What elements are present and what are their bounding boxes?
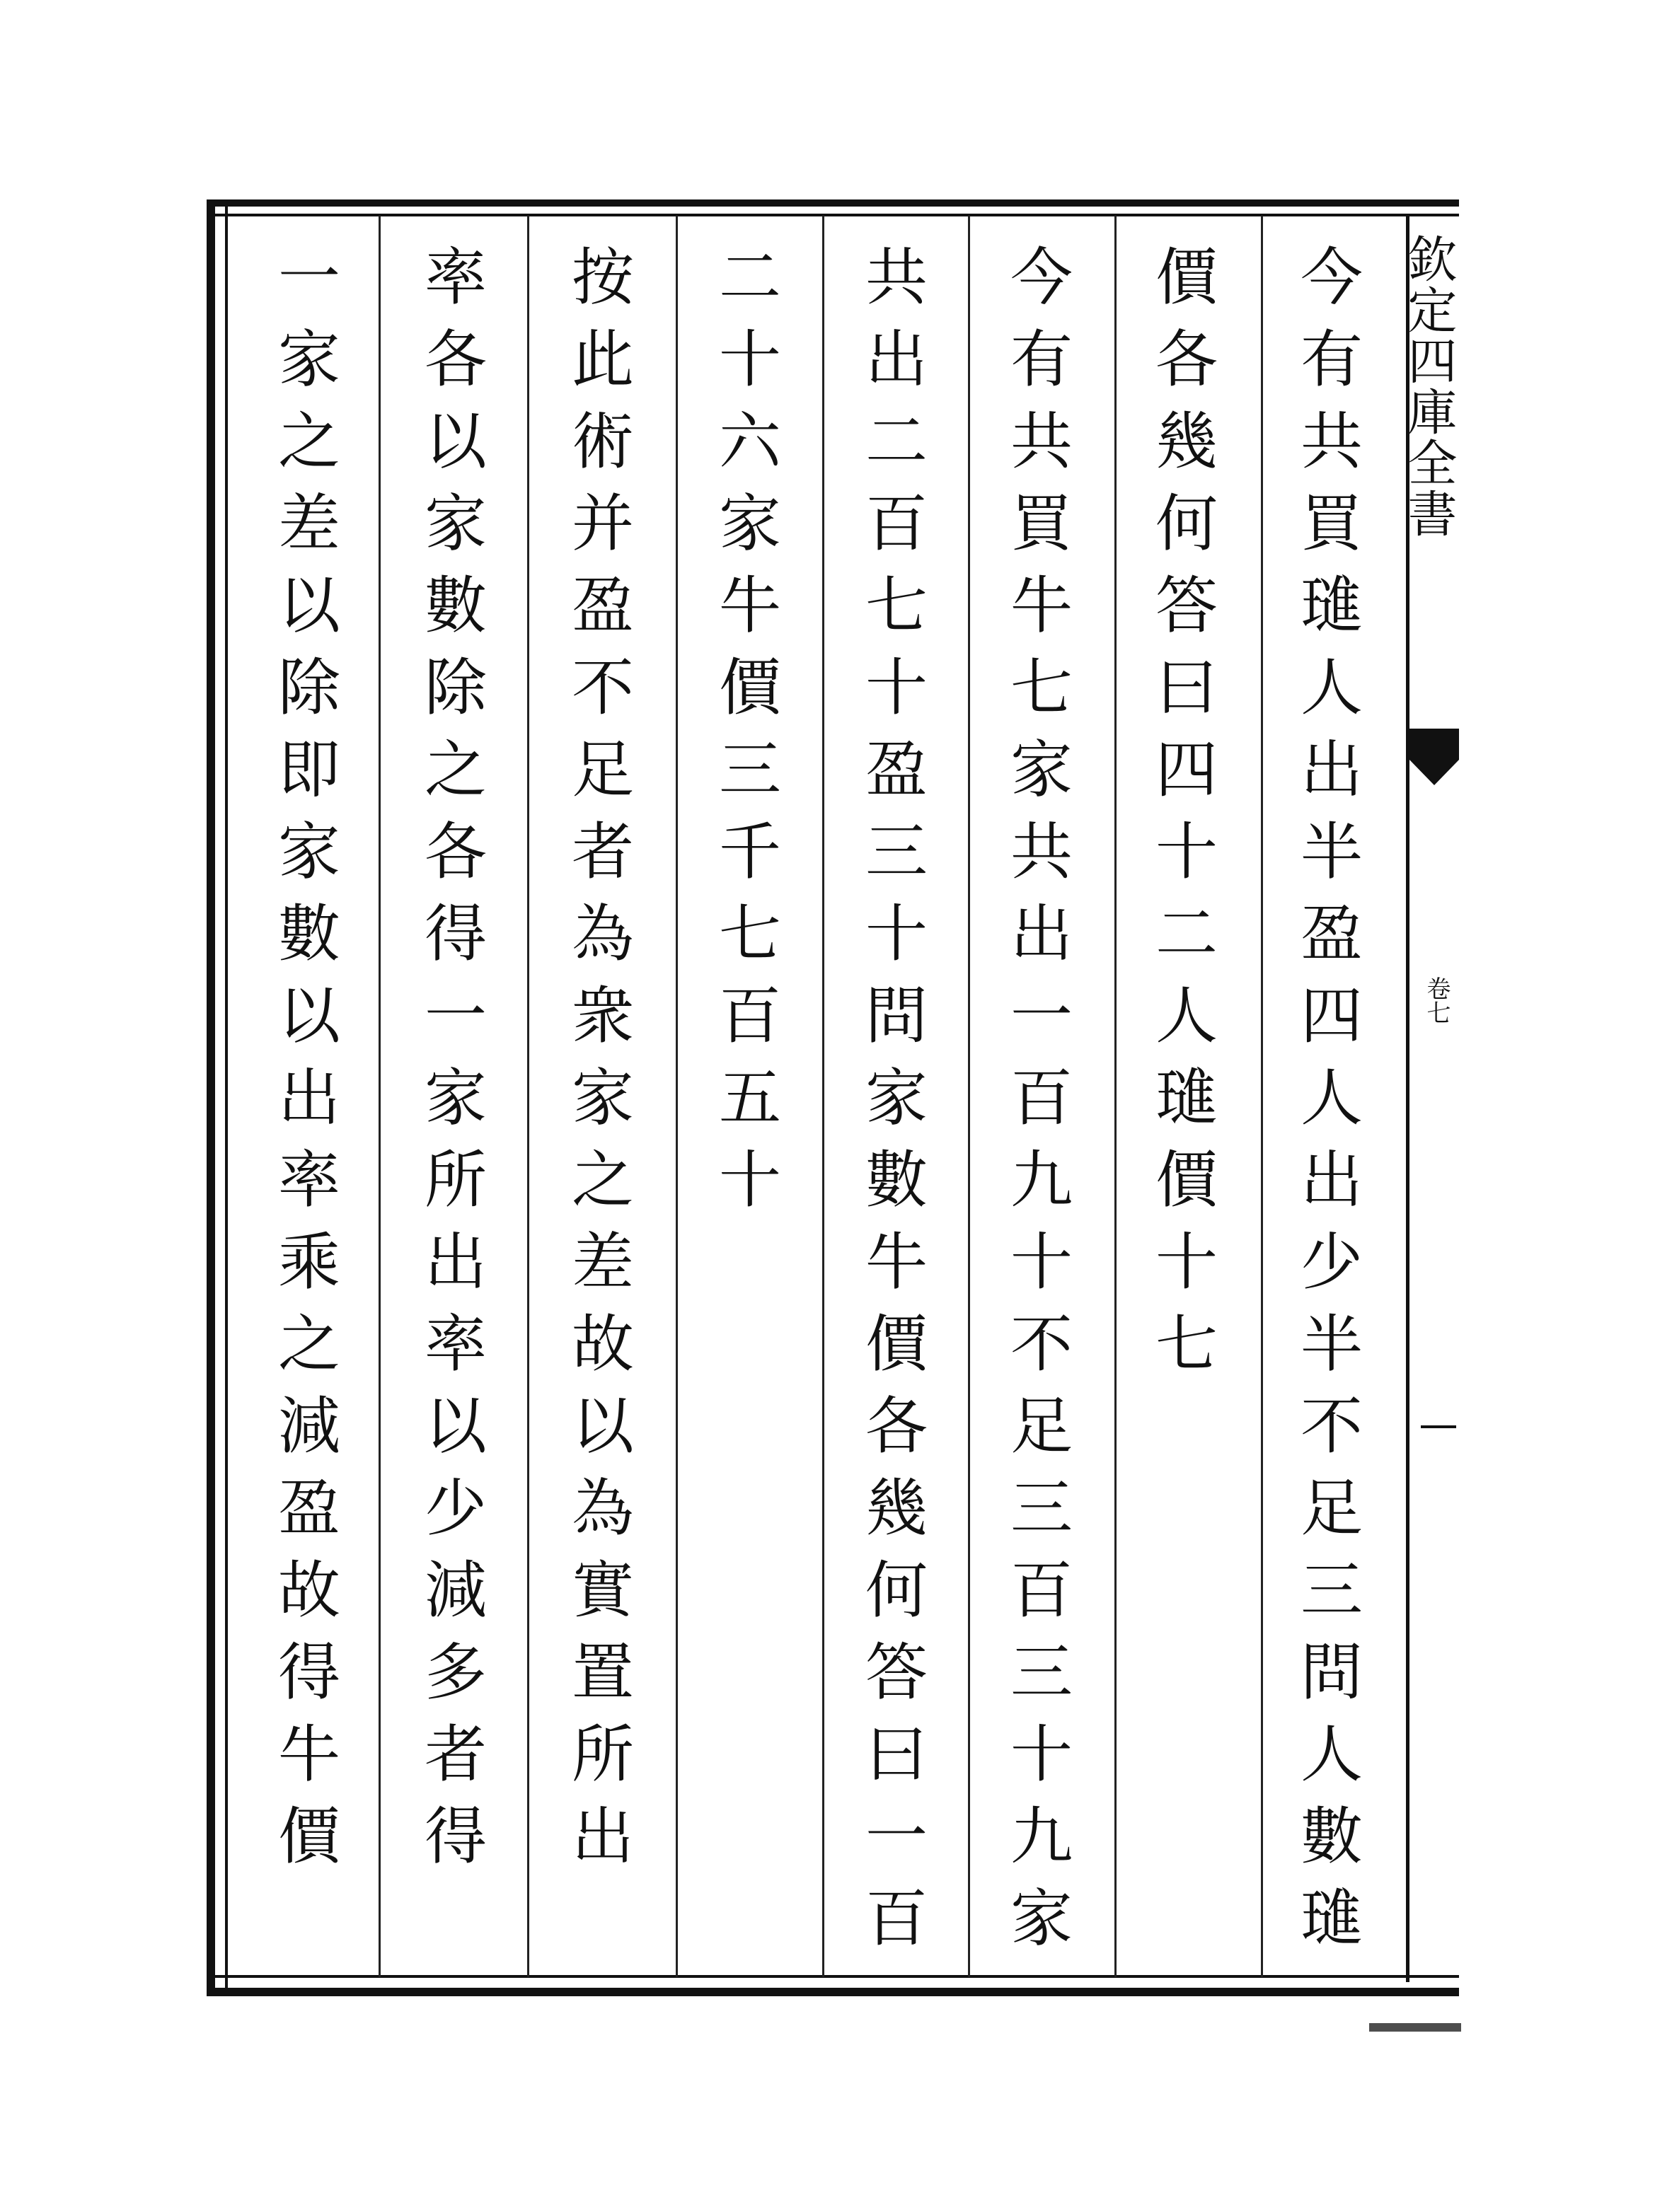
frame-inner-left-rule xyxy=(225,207,228,1989)
column-rule xyxy=(527,216,529,1977)
text-column-6: 按此術并盈不足者為衆家之差故以為實置所出 xyxy=(562,244,635,1885)
book-title: 欽定四庫全書 xyxy=(1400,233,1458,539)
text-column-3: 今有共買牛七家共出一百九十不足三百三十九家 xyxy=(1001,244,1073,1967)
text-column-1: 今有共買璡人出半盈四人出少半不足三問人數璡 xyxy=(1291,244,1363,1967)
volume-label: 卷七 xyxy=(1422,976,1451,1024)
frame-inner-bottom-rule xyxy=(207,1975,1459,1978)
text-column-4: 共出二百七十盈三十問家數牛價各幾何答曰一百 xyxy=(855,244,928,1967)
text-column-8: 一家之差以除即家數以出率乘之減盈故得牛價 xyxy=(268,244,341,1885)
column-rule xyxy=(822,216,824,1977)
column-rule xyxy=(676,216,678,1977)
column-rule xyxy=(968,216,970,1977)
column-rule xyxy=(1114,216,1117,1977)
banxin-tick xyxy=(1421,1425,1456,1428)
text-column-5: 二十六家牛價三千七百五十 xyxy=(709,244,782,1229)
column-rule xyxy=(1261,216,1263,1977)
text-column-2: 價各幾何答曰四十二人璡價十七 xyxy=(1146,244,1218,1393)
frame-inner-top-rule xyxy=(207,214,1459,216)
page-frame xyxy=(207,199,1459,1996)
page-number-mark xyxy=(1369,2023,1461,2032)
text-column-7: 率各以家數除之各得一家所出率以少減多者得 xyxy=(415,244,488,1885)
column-rule xyxy=(379,216,381,1977)
